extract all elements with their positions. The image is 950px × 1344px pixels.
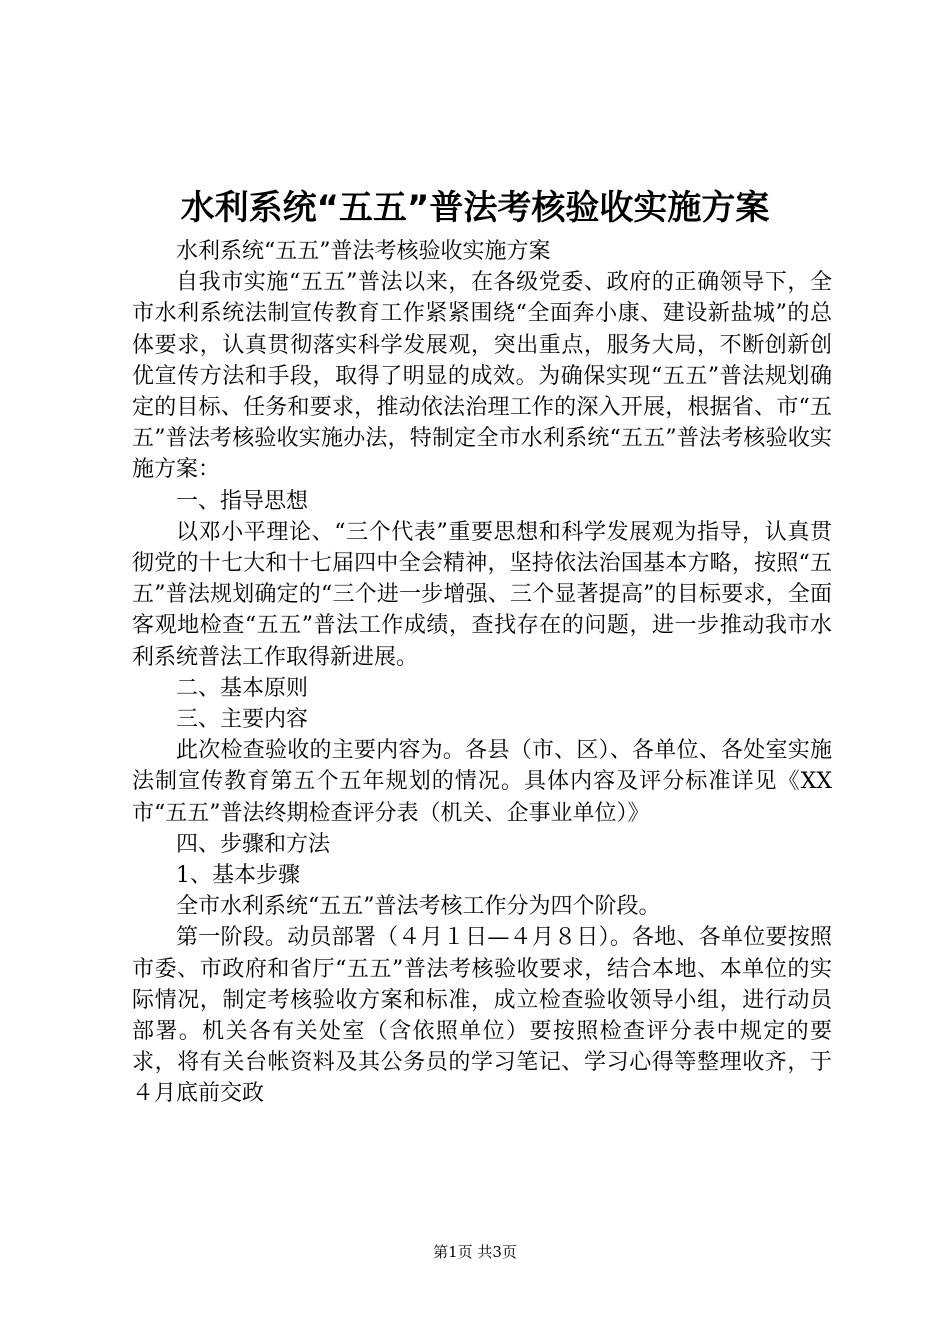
paragraph-subtitle: 水利系统“五五”普法考核验收实施方案 [176,239,551,264]
paragraph-main-content: 此次检查验收的主要内容为。各县（市、区）、各单位、各处室实施法制宣传教育第五个五年规划的情况。具体内容及评分标准详见《XX市“五五”普法终期检查评分表（机关、企事业单位）》 [132,738,832,826]
paragraph-stage-one: 第一阶段。动员部署（４月１日—４月８日）。各地、各单位要按照市委、市政府和省厅“五五”普法考核验收要求，结合本地、本单位的实际情况，制定考核验收方案和标准，成立检查验收领导小组，进行动员部署。机关各有关处室（含依照单位）要按照检查评分表中规定的要求，将有关台帐资料及其公务员的学习笔记、学习心得等整理收齐，于４月底前交政 [132,925,832,1107]
heading-basic-principles: 二、基本原则 [176,675,309,701]
document-body [132,236,832,1110]
heading-steps-methods: 四、步骤和方法 [176,831,331,857]
heading-basic-steps: 1、基本步骤 [176,863,300,889]
page-footer: 第1页 共3页 [433,1243,517,1261]
paragraph-intro: 自我市实施“五五”普法以来，在各级党委、政府的正确领导下，全市水利系统法制宣传教育工作紧紧围绕“全面奔小康、建设新盐城”的总体要求，认真贯彻落实科学发展观，突出重点，服务大局，不断创新创优宣传方法和手段，取得了明显的成效。为确保实现“五五”普法规划确定的目标、任务和要求，推动依法治理工作的深入开展，根据省、市“五五”普法考核验收实施办法，特制定全市水利系统“五五”普法考核验收实施方案： [132,270,832,483]
paragraph-four-stages: 全市水利系统“五五”普法考核工作分为四个阶段。 [176,894,661,920]
heading-guiding-ideology: 一、指导思想 [176,488,309,514]
paragraph-guiding-ideology: 以邓小平理论、“三个代表”重要思想和科学发展观为指导，认真贯彻党的十七大和十七届四中全会精神，坚持依法治国基本方略，按照“五五”普法规划确定的“三个进一步增强、三个显著提高”的目标要求，全面客观地检查“五五”普法工作成绩，查找存在的问题，进一步推动我市水利系统普法工作取得新进展。 [132,519,832,670]
heading-main-content: 三、主要内容 [176,707,309,733]
document-title: 水利系统“五五”普法考核验收实施方案 [180,188,770,228]
